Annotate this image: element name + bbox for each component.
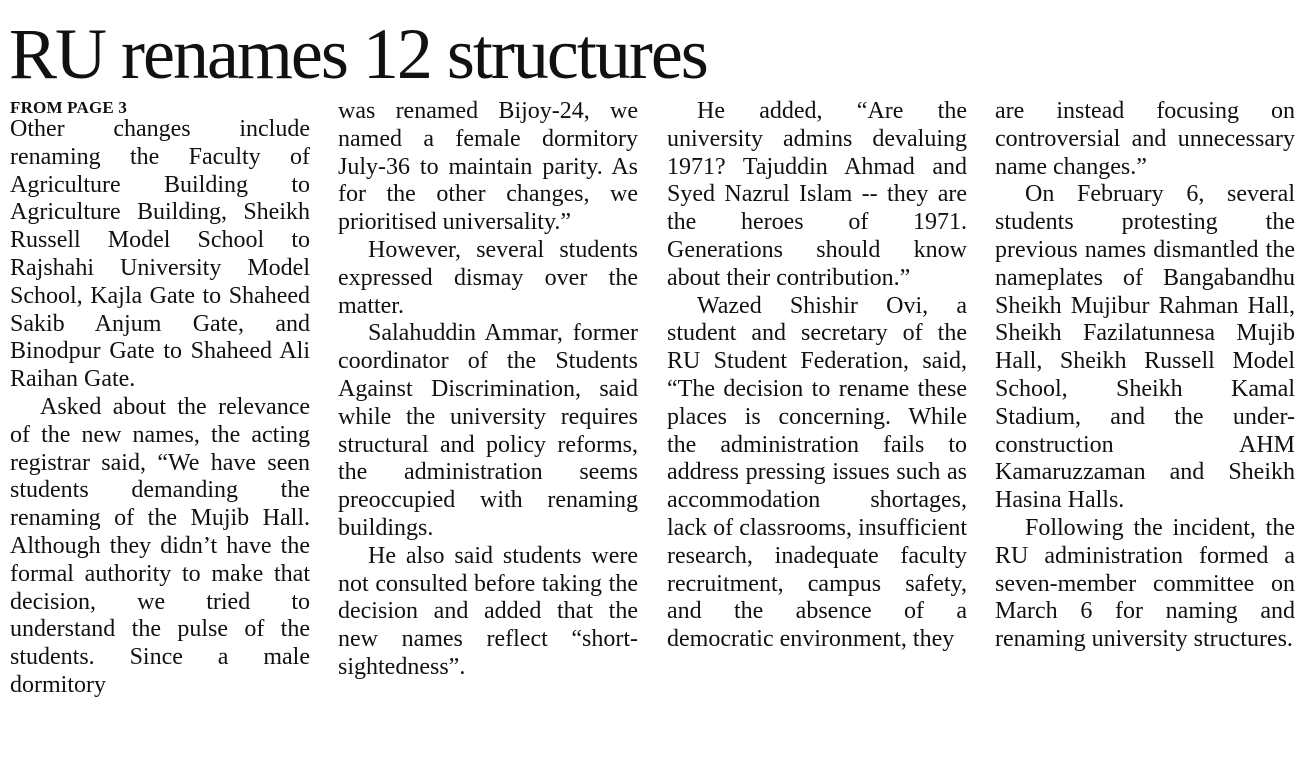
paragraph: On February 6, several students protesting the previous names dismantled the nameplates of Bangabandhu Sheikh Mujibur Rahman Hall, Sheikh Fazilatunnesa Mujib Hall, Sheikh Russell Model School, Sheikh Kamal Stadium, and the under-construction AHM Kamaruzzaman and Sheikh Hasina Halls. bbox=[995, 181, 1295, 514]
article-column-3 bbox=[667, 98, 967, 774]
paragraph: Wazed Shishir Ovi, a student and secretary of the RU Student Federation, said, “The decision to rename these places is concerning. While the administration fails to address pressing issues such as accommodation shortages, lack of classrooms, insufficient research, inadequate faculty recruitment, campus safety, and the absence of a democratic environment, they bbox=[667, 292, 967, 653]
paragraph: was renamed Bijoy-24, we named a female dormitory July-36 to maintain parity. As for the other changes, we prioritised universality.” bbox=[338, 98, 638, 236]
paragraph: Salahuddin Ammar, former coordinator of the Students Against Discrimination, said while the university requires structural and policy reforms, the administration seems preoccupied with renaming buildings. bbox=[338, 320, 638, 541]
article-column-1 bbox=[10, 98, 310, 774]
paragraph: are instead focusing on controversial and unnecessary name changes.” bbox=[995, 98, 1295, 180]
paragraph: He added, “Are the university admins devaluing 1971? Tajuddin Ahmad and Syed Nazrul Islam -- they are the heroes of 1971. Generations should know about their contribution.” bbox=[667, 98, 967, 291]
paragraph: He also said students were not consulted before taking the decision and added that the new names reflect “short-sightedness”. bbox=[338, 542, 638, 680]
paragraph: Asked about the relevance of the new names, the acting registrar said, “We have seen students demanding the renaming of the Mujib Hall. Although they didn’t have the formal authority to make that decision, we tried to understand the pulse of the students. Since a male dormitory bbox=[10, 393, 310, 698]
article-body bbox=[10, 98, 1298, 774]
headline: RU renames 12 structures bbox=[9, 14, 707, 94]
paragraph: Other changes include renaming the Faculty of Agriculture Building to Agriculture Building, Sheikh Russell Model School to Rajshahi University Model School, Kajla Gate to Shaheed Sakib Anjum Gate, and Binodpur Gate to Shaheed Ali Raihan Gate. bbox=[10, 116, 310, 393]
article-column-4 bbox=[995, 98, 1295, 774]
paragraph: However, several students expressed dismay over the matter. bbox=[338, 236, 638, 319]
article-column-2 bbox=[338, 98, 638, 774]
continued-from-label: FROM PAGE 3 bbox=[10, 98, 128, 117]
paragraph: Following the incident, the RU administration formed a seven-member committee on March 6 for naming and renaming university structures. bbox=[995, 514, 1295, 653]
